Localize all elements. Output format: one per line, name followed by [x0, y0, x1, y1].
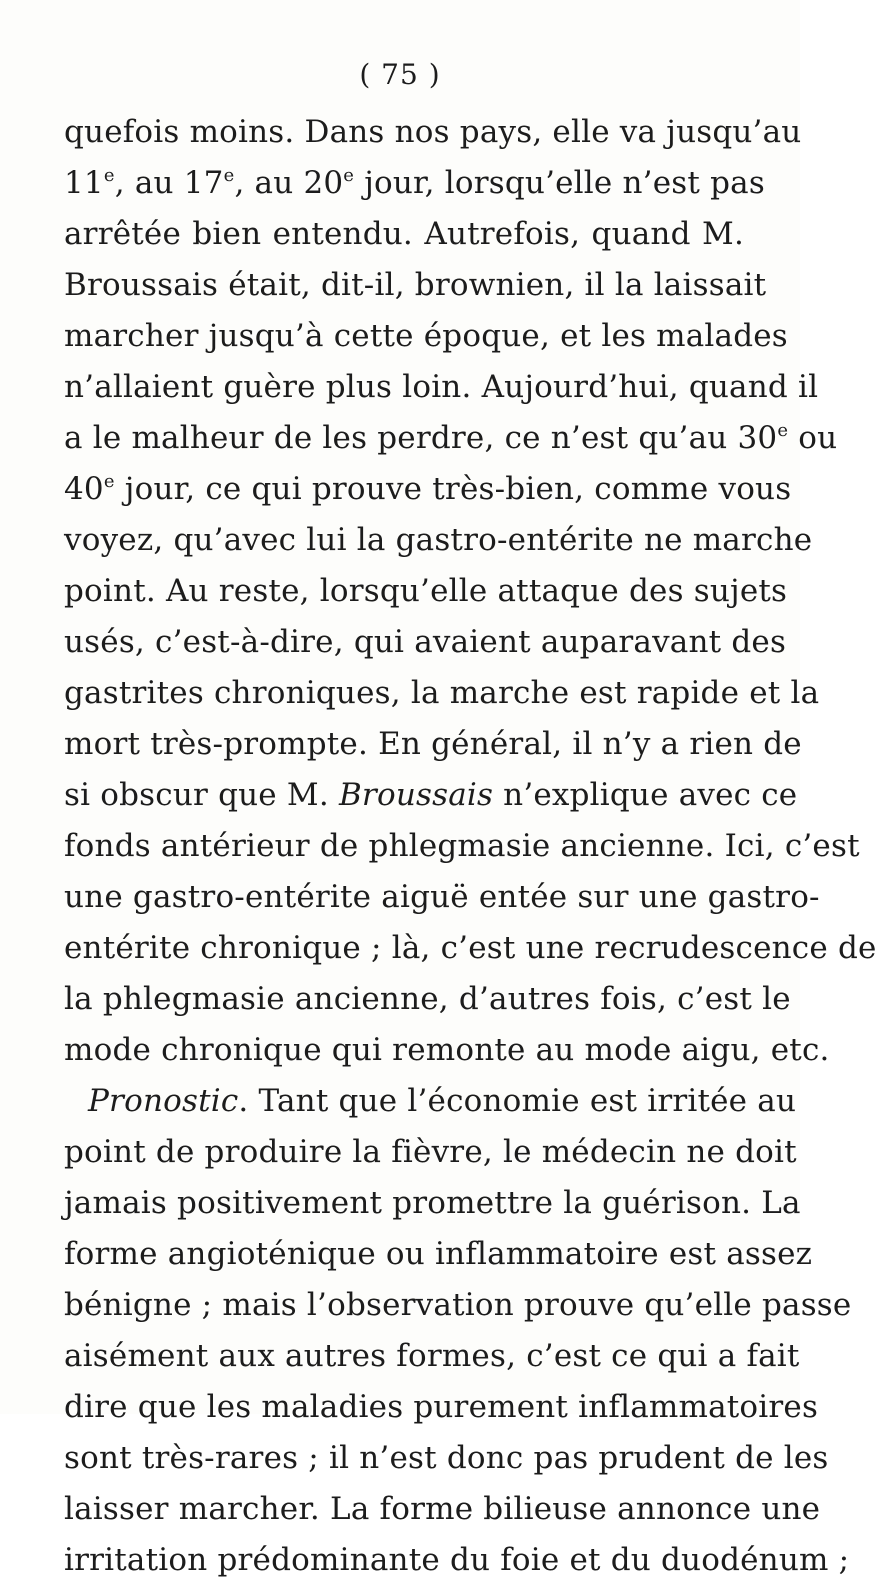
text-line-9: voyez, qu’avec lui la gastro-entérite ne marche — [64, 522, 813, 558]
text-line-17: entérite chronique ; là, c’est une recrudescence de — [64, 930, 877, 966]
text-line-3: arrêtée bien entendu. Autrefois, quand M. — [64, 216, 744, 252]
text-line-22: jamais positivement promettre la guérison. La — [64, 1185, 801, 1221]
text-line-26: dire que les maladies purement inflammatoires — [64, 1389, 819, 1425]
text-line-13: mort très-prompte. En général, il n’y a rien de — [64, 726, 802, 762]
text-line-20: Pronostic. Tant que l’économie est irritée au — [88, 1083, 797, 1119]
text-line-5: marcher jusqu’à cette époque, et les malades — [64, 318, 788, 354]
text-line-8: 40e jour, ce qui prouve très-bien, comme vous — [64, 471, 792, 507]
text-line-28: laisser marcher. La forme bilieuse annonce une — [64, 1491, 821, 1527]
text-line-15: fonds antérieur de phlegmasie ancienne. Ici, c’est — [64, 828, 860, 864]
text-line-18: la phlegmasie ancienne, d’autres fois, c’est le — [64, 981, 791, 1017]
text-line-23: forme angioténique ou inflammatoire est assez — [64, 1236, 813, 1272]
text-line-6: n’allaient guère plus loin. Aujourd’hui, quand il — [64, 369, 819, 405]
text-line-12: gastrites chroniques, la marche est rapide et la — [64, 675, 820, 711]
text-line-24: bénigne ; mais l’observation prouve qu’elle passe — [64, 1287, 852, 1323]
page-number: ( 75 ) — [359, 58, 441, 91]
text-line-27: sont très-rares ; il n’est donc pas prudent de les — [64, 1440, 829, 1476]
text-line-4: Broussais était, dit-il, brownien, il la laissait — [64, 267, 767, 303]
text-line-16: une gastro-entérite aiguë entée sur une gastro- — [64, 879, 820, 915]
text-line-11: usés, c’est-à-dire, qui avaient auparavant des — [64, 624, 787, 660]
text-line-29: irritation prédominante du foie et du duodénum ; — [64, 1542, 850, 1578]
body-text — [64, 110, 877, 1589]
text-line-19: mode chronique qui remonte au mode aigu, etc. — [64, 1032, 830, 1068]
text-line-1: quefois moins. Dans nos pays, elle va jusqu’au — [64, 114, 802, 150]
text-line-10: point. Au reste, lorsqu’elle attaque des sujets — [64, 573, 788, 609]
text-line-7: a le malheur de les perdre, ce n’est qu’au 30e ou — [64, 420, 838, 456]
text-line-14: si obscur que M. Broussais n’explique avec ce — [64, 777, 798, 813]
text-line-2: 11e, au 17e, au 20e jour, lorsqu’elle n’est pas — [64, 165, 765, 201]
text-line-21: point de produire la fièvre, le médecin ne doit — [64, 1134, 797, 1170]
text-line-25: aisément aux autres formes, c’est ce qui a fait — [64, 1338, 800, 1374]
